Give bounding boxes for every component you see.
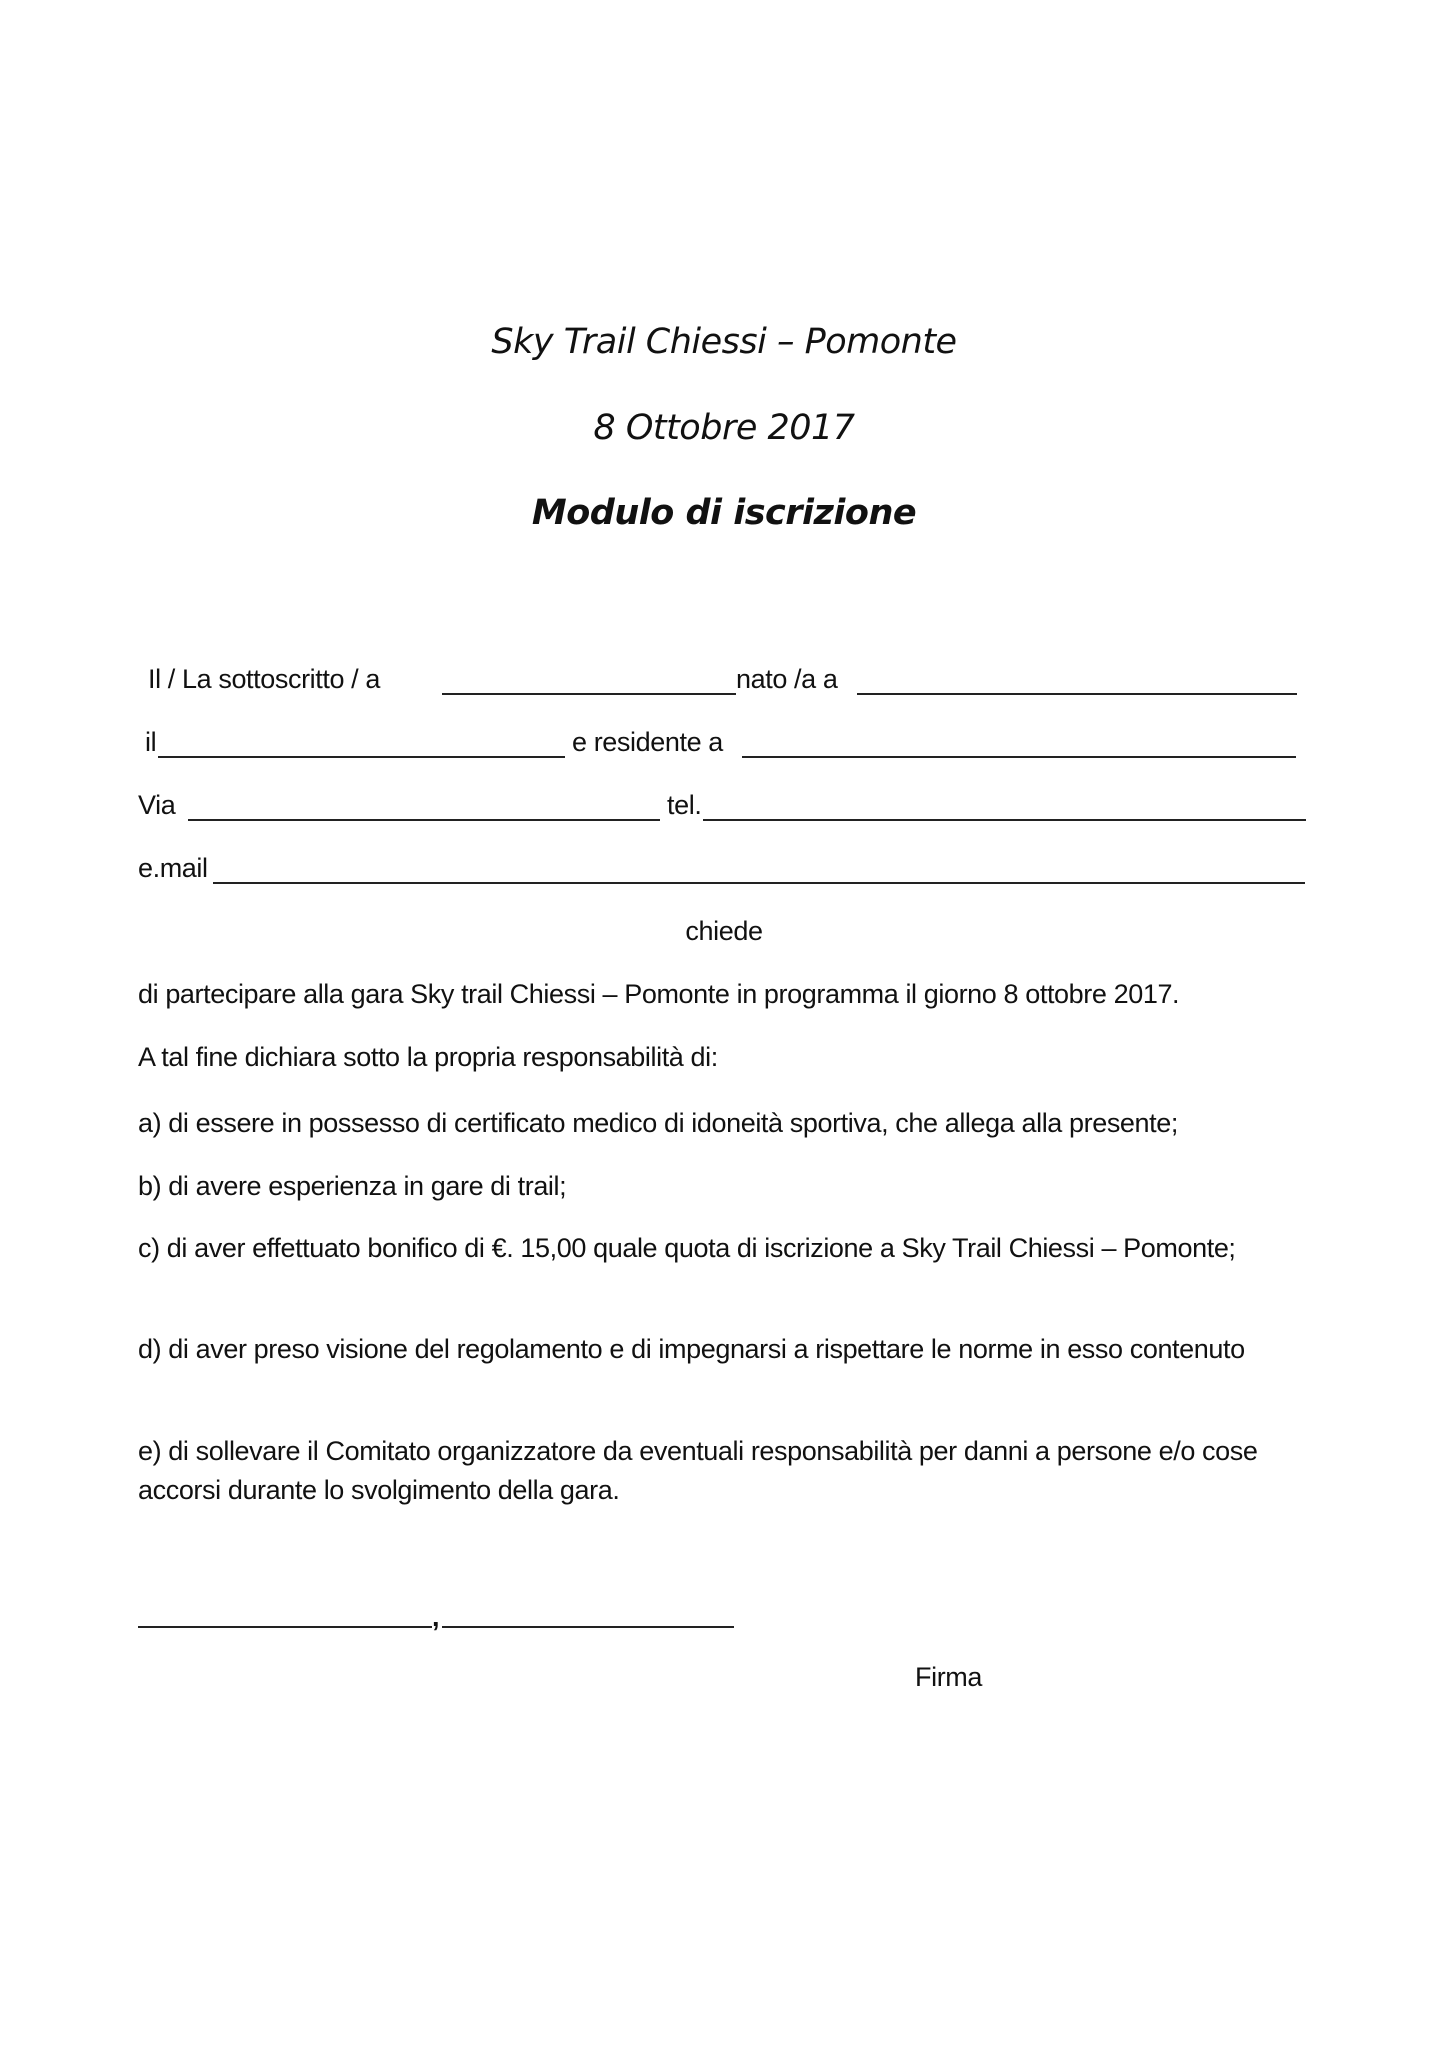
phone-field[interactable]: [703, 819, 1306, 821]
date-field[interactable]: [442, 1626, 734, 1628]
place-date-separator: ,: [432, 1602, 440, 1632]
name-field[interactable]: [442, 693, 736, 695]
email-label: e.mail: [138, 853, 208, 883]
request-text: di partecipare alla gara Sky trail Chiessi – Pomonte in programma il giorno 8 ottobre 2017.: [138, 979, 1180, 1009]
phone-label: tel.: [667, 790, 702, 820]
email-field[interactable]: [213, 882, 1305, 884]
birthdate-field[interactable]: [158, 756, 565, 758]
signature-label: Firma: [915, 1662, 982, 1692]
residence-field[interactable]: [742, 756, 1296, 758]
residence-label: e residente a: [572, 727, 723, 757]
place-field[interactable]: [138, 1626, 432, 1628]
name-label: Il / La sottoscritto / a: [148, 664, 381, 694]
birthdate-label: il: [145, 727, 157, 757]
event-name-title: Sky Trail Chiessi – Pomonte: [491, 322, 957, 362]
declaration-e: e) di sollevare il Comitato organizzatore da eventuali responsabilità per danni a persone e/o cose accorsi durante lo svolgimento della gara.: [138, 1436, 1258, 1505]
birthplace-label: nato /a a: [736, 664, 838, 694]
street-field[interactable]: [188, 819, 660, 821]
event-date-title: 8 Ottobre 2017: [593, 408, 855, 448]
declaration-d: d) di aver preso visione del regolamento e di impegnarsi a rispettare le norme in esso contenuto: [138, 1334, 1245, 1364]
form-title: Modulo di iscrizione: [531, 493, 917, 533]
declaration-intro: A tal fine dichiara sotto la propria responsabilità di:: [138, 1042, 718, 1072]
request-verb: chiede: [685, 916, 763, 946]
birthplace-field[interactable]: [857, 693, 1297, 695]
street-label: Via: [138, 790, 176, 820]
declaration-b: b) di avere esperienza in gare di trail;: [138, 1171, 567, 1201]
declaration-a: a) di essere in possesso di certificato medico di idoneità sportiva, che allega alla presente;: [138, 1108, 1178, 1138]
declaration-c: c) di aver effettuato bonifico di €. 15,00 quale quota di iscrizione a Sky Trail Chiessi – Pomonte;: [138, 1233, 1236, 1263]
